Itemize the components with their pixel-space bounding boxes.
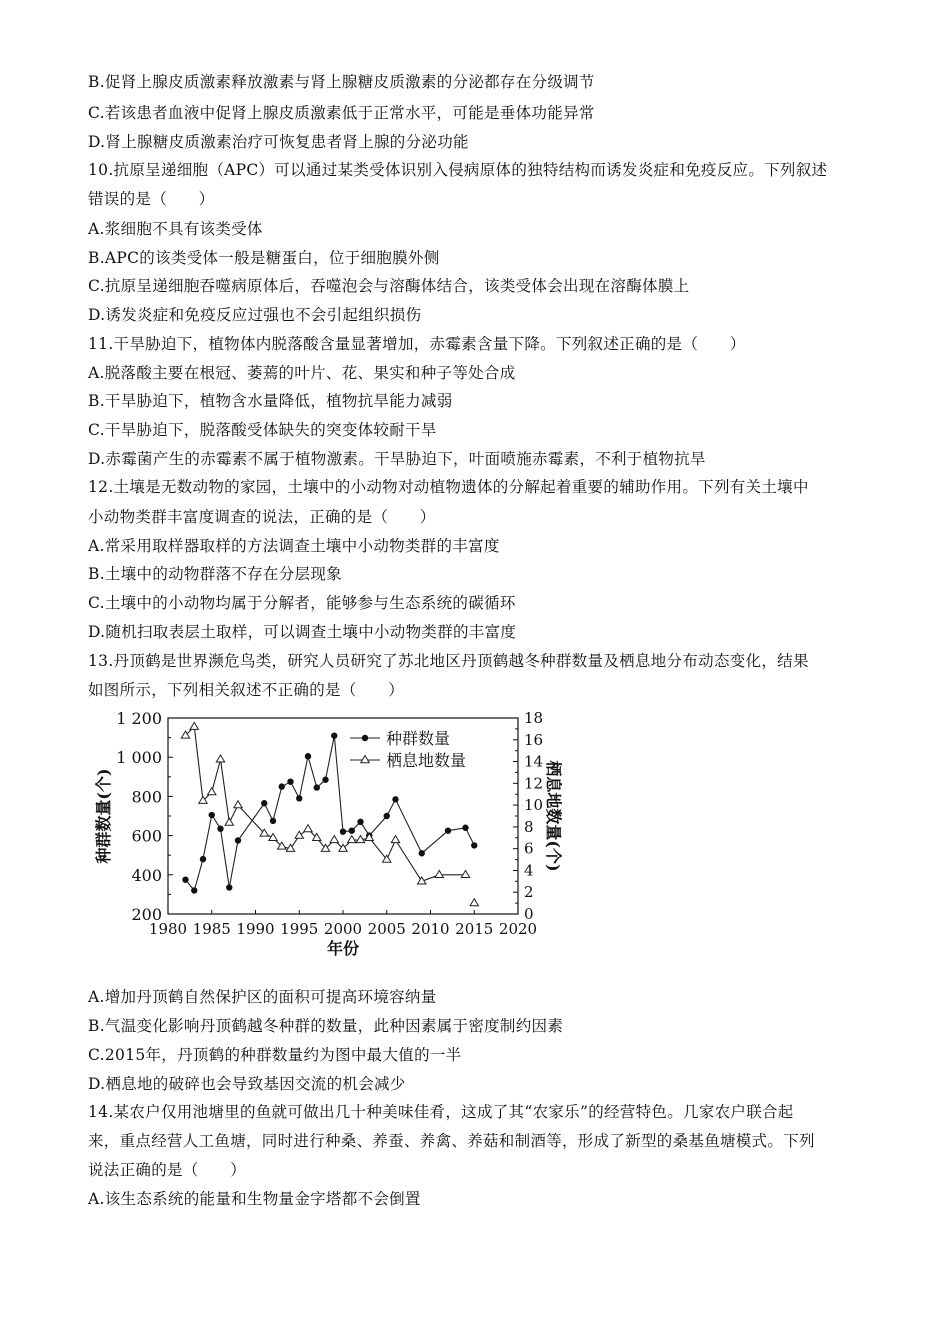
y-left-tick-label: 400 (131, 865, 162, 885)
population-point (279, 783, 285, 789)
question-text-line: C.抗原呈递细胞吞噬病原体后，吞噬泡会与溶酶体结合，该类受体会出现在溶酶体膜上 (88, 277, 690, 295)
habitat-point (435, 870, 443, 877)
question-text-line: A.增加丹顶鹤自然保护区的面积可提高环境容纳量 (88, 988, 437, 1006)
y-right-tick-label: 14 (524, 752, 544, 771)
habitat-point (190, 722, 198, 729)
question-text-line: C.若该患者血液中促肾上腺皮质激素低于正常水平，可能是垂体功能异常 (88, 104, 595, 122)
question-text-line: D.随机扫取表层土取样，可以调查土壤中小动物类群的丰富度 (88, 623, 517, 641)
habitat-point (348, 836, 356, 843)
question-text-line: 14.某农户仅用池塘里的鱼就可做出几十种美味佳肴，这成了其“农家乐”的经营特色。几家农户联合起 (88, 1103, 794, 1121)
question-text-line: B.气温变化影响丹顶鹤越冬种群的数量，此种因素属于密度制约因素 (88, 1017, 564, 1035)
question-text-line: C.2015年，丹顶鹤的种群数量约为图中最大值的一半 (88, 1046, 462, 1064)
population-point (209, 812, 215, 818)
y-right-tick-label: 12 (524, 774, 544, 793)
question-text-line: A.脱落酸主要在根冠、萎蔫的叶片、花、果实和种子等处合成 (88, 364, 516, 382)
habitat-point (208, 788, 216, 795)
habitat-point (470, 899, 478, 906)
question-text-line: D.肾上腺糖皮质激素治疗可恢复患者肾上腺的分泌功能 (88, 133, 469, 151)
y-right-tick-label: 4 (524, 861, 534, 880)
x-tick-label: 1990 (236, 920, 275, 938)
population-point (261, 800, 267, 806)
population-point (357, 819, 363, 825)
plot-frame (168, 718, 518, 914)
legend-marker-population (362, 735, 368, 741)
question-text-line: D.栖息地的破碎也会导致基因交流的机会减少 (88, 1075, 406, 1093)
population-point (217, 826, 223, 832)
population-point (322, 777, 328, 783)
habitat-point (330, 836, 338, 843)
y-right-axis-title: 栖息地数量(个) (544, 760, 563, 872)
population-point (331, 732, 337, 738)
x-axis-title: 年份 (326, 939, 360, 958)
population-point (349, 828, 355, 834)
x-tick-label: 2000 (323, 920, 363, 938)
series-line-habitat (186, 727, 466, 882)
y-left-tick-label: 200 (131, 905, 162, 924)
habitat-point (234, 801, 242, 808)
x-tick-label: 2020 (498, 920, 538, 938)
y-left-tick-label: 600 (131, 826, 162, 846)
population-point (235, 837, 241, 843)
x-tick-label: 2010 (411, 920, 450, 938)
red-crowned-crane-chart (92, 708, 563, 970)
population-point (314, 784, 320, 790)
x-tick-label: 2015 (455, 920, 494, 938)
question-text-line: C.干旱胁迫下，脱落酸受体缺失的突变体较耐干旱 (88, 421, 437, 439)
question-text-line: 11.干旱胁迫下，植物体内脱落酸含量显著增加，赤霉素含量下降。下列叙述正确的是（ ） (88, 335, 746, 353)
legend-marker-habitat (361, 756, 369, 763)
population-point (340, 828, 346, 834)
population-point (384, 813, 390, 819)
x-tick-label: 1995 (280, 920, 319, 938)
y-left-tick-label: 1 000 (116, 748, 162, 768)
question-text-line: 12.土壤是无数动物的家园，土壤中的小动物对动植物遗体的分解起着重要的辅助作用。下列有关土壤中 (88, 478, 809, 496)
y-left-tick-label: 1 200 (116, 709, 162, 728)
population-point (287, 779, 293, 785)
question-text-line: 说法正确的是（ ） (88, 1161, 247, 1179)
y-right-tick-label: 2 (524, 883, 534, 902)
x-tick-label: 2005 (367, 920, 406, 938)
y-right-tick-label: 10 (524, 796, 544, 815)
y-left-tick-label: 800 (131, 787, 162, 807)
question-text-line: B.APC的该类受体一般是糖蛋白，位于细胞膜外侧 (88, 249, 440, 267)
question-text-line: A.常采用取样器取样的方法调查土壤中小动物类群的丰富度 (88, 537, 500, 555)
y-right-tick-label: 18 (524, 709, 544, 727)
question-text-line: 来，重点经营人工鱼塘，同时进行种桑、养蚕、养禽、养菇和制酒等，形成了新型的桑基鱼塘模式。下列 (88, 1132, 815, 1150)
population-point (191, 887, 197, 893)
population-point (392, 796, 398, 802)
habitat-point (461, 870, 469, 877)
question-text-line: B.促肾上腺皮质激素释放激素与肾上腺糖皮质激素的分泌都存在分级调节 (88, 73, 595, 91)
population-point (296, 795, 302, 801)
question-text-line: D.赤霉菌产生的赤霉素不属于植物激素。干旱胁迫下，叶面喷施赤霉素，不利于植物抗旱 (88, 450, 706, 468)
y-left-axis-title: 种群数量(个) (94, 768, 113, 864)
question-text-line: 如图所示，下列相关叙述不正确的是（ ） (88, 681, 405, 699)
habitat-point (295, 831, 303, 838)
habitat-point (269, 833, 277, 840)
question-text-line: C.土壤中的小动物均属于分解者，能够参与生态系统的碳循环 (88, 594, 516, 612)
population-point (445, 828, 451, 834)
habitat-point (304, 825, 312, 832)
question-text-line: 10.抗原呈递细胞（APC）可以通过某类受体识别入侵病原体的独特结构而诱发炎症和免疫反应。下列叙述 (88, 161, 828, 179)
legend-label-population: 种群数量 (386, 729, 451, 748)
population-point (270, 818, 276, 824)
y-right-tick-label: 0 (524, 905, 534, 923)
population-point (305, 753, 311, 759)
y-right-tick-label: 8 (524, 817, 534, 836)
population-point (462, 825, 468, 831)
question-text-line: A.该生态系统的能量和生物量金字塔都不会倒置 (88, 1190, 421, 1208)
question-text-line: D.诱发炎症和免疫反应过强也不会引起组织损伤 (88, 306, 422, 324)
question-text-line: 13.丹顶鹤是世界濒危鸟类，研究人员研究了苏北地区丹顶鹤越冬种群数量及栖息地分布动态变化，结果 (88, 652, 809, 670)
x-tick-label: 1985 (192, 920, 231, 938)
question-text-line: B.土壤中的动物群落不存在分层现象 (88, 565, 342, 583)
question-text-line: 错误的是（ ） (88, 190, 215, 208)
x-tick-label: 1980 (148, 920, 188, 938)
population-point (419, 850, 425, 856)
population-point (200, 856, 206, 862)
population-point (182, 877, 188, 883)
habitat-point (216, 755, 224, 762)
population-point (226, 884, 232, 890)
population-point (471, 842, 477, 848)
question-text-line: A.浆细胞不具有该类受体 (88, 220, 263, 238)
y-right-tick-label: 6 (524, 839, 534, 858)
question-text-line: 小动物类群丰富度调查的说法，正确的是（ ） (88, 508, 436, 526)
legend-label-habitat: 栖息地数量 (386, 751, 467, 770)
y-right-tick-label: 16 (524, 730, 544, 749)
habitat-point (225, 818, 233, 825)
habitat-point (391, 836, 399, 843)
question-text-line: B.干旱胁迫下，植物含水量降低，植物抗旱能力减弱 (88, 392, 453, 410)
